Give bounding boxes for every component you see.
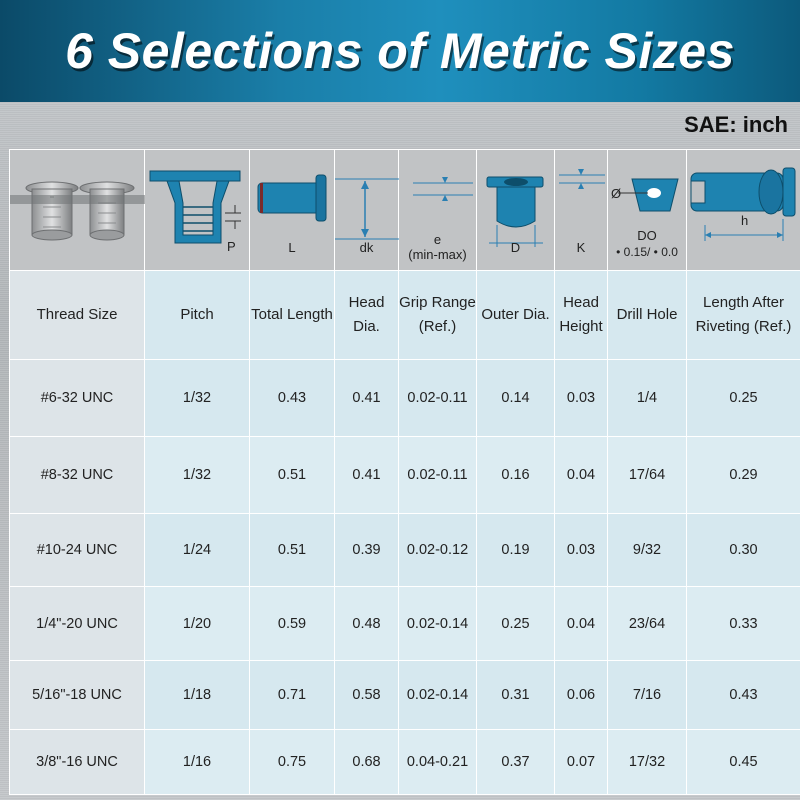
diagram-pitch-cell xyxy=(145,150,250,271)
cell-outer-dia: 0.37 xyxy=(477,729,555,794)
cell-head-height: 0.04 xyxy=(555,436,608,513)
cell-head-dia: 0.58 xyxy=(335,660,399,729)
cell-length-after: 0.25 xyxy=(687,359,800,436)
col-header-outer-dia: Outer Dia. xyxy=(477,271,555,360)
banner-title: 6 Selections of Metric Sizes xyxy=(65,23,735,79)
cell-total-length: 0.51 xyxy=(250,436,335,513)
cell-thread-size: #10-24 UNC xyxy=(10,514,145,587)
col-header-drill-hole: Drill Hole xyxy=(608,271,687,360)
cell-drill-hole: 7/16 xyxy=(608,660,687,729)
cell-thread-size: 1/4"-20 UNC xyxy=(10,587,145,660)
grip-label: e xyxy=(433,232,442,248)
cell-total-length: 0.75 xyxy=(250,729,335,794)
cell-outer-dia: 0.14 xyxy=(477,359,555,436)
cell-head-height: 0.04 xyxy=(555,587,608,660)
cell-drill-hole: 9/32 xyxy=(608,514,687,587)
cell-total-length: 0.71 xyxy=(250,660,335,729)
col-header-grip-range: Grip Range (Ref.) xyxy=(399,271,477,360)
cell-head-dia: 0.39 xyxy=(335,514,399,587)
table-row xyxy=(10,514,800,587)
pitch-label: P xyxy=(227,239,236,255)
cell-head-height: 0.03 xyxy=(555,359,608,436)
cell-head-dia: 0.48 xyxy=(335,587,399,660)
height-label: K xyxy=(576,240,586,256)
diagram-after-cell xyxy=(687,150,800,271)
cell-length-after: 0.29 xyxy=(687,436,800,513)
cell-total-length: 0.59 xyxy=(250,587,335,660)
cell-pitch: 1/18 xyxy=(145,660,250,729)
cell-head-dia: 0.68 xyxy=(335,729,399,794)
cell-outer-dia: 0.31 xyxy=(477,660,555,729)
diagram-grip-cell xyxy=(399,150,477,271)
diagram-head-cell xyxy=(335,150,399,271)
unit-label: SAE: inch xyxy=(684,112,788,137)
table-row xyxy=(10,660,800,729)
cell-drill-hole: 23/64 xyxy=(608,587,687,660)
col-header-head-dia: Head Dia. xyxy=(335,271,399,360)
cell-drill-hole: 1/4 xyxy=(608,359,687,436)
cell-head-height: 0.06 xyxy=(555,660,608,729)
cell-length-after: 0.30 xyxy=(687,514,800,587)
cell-outer-dia: 0.19 xyxy=(477,514,555,587)
table-row xyxy=(10,587,800,660)
drill-tolerance-label: • 0.15/ • 0.0 xyxy=(616,245,678,260)
cell-pitch: 1/20 xyxy=(145,587,250,660)
table-row xyxy=(10,436,800,513)
cell-drill-hole: 17/64 xyxy=(608,436,687,513)
drill-label: DO xyxy=(637,228,657,244)
cell-length-after: 0.43 xyxy=(687,660,800,729)
col-header-total-length: Total Length xyxy=(250,271,335,360)
cell-total-length: 0.51 xyxy=(250,514,335,587)
cell-thread-size: 5/16"-18 UNC xyxy=(10,660,145,729)
rivet-nuts-photo xyxy=(10,151,145,269)
cell-length-after: 0.45 xyxy=(687,729,800,794)
cell-pitch: 1/32 xyxy=(145,359,250,436)
diagram-drill-cell xyxy=(608,150,687,271)
cell-outer-dia: 0.16 xyxy=(477,436,555,513)
cell-head-dia: 0.41 xyxy=(335,436,399,513)
drill-phi-label: Ø xyxy=(611,186,622,202)
col-header-pitch: Pitch xyxy=(145,271,250,360)
cell-grip-range: 0.02-0.14 xyxy=(399,587,477,660)
cell-grip-range: 0.02-0.12 xyxy=(399,514,477,587)
cell-pitch: 1/16 xyxy=(145,729,250,794)
cell-thread-size: #8-32 UNC xyxy=(10,436,145,513)
length-label: L xyxy=(288,240,296,256)
cell-pitch: 1/24 xyxy=(145,514,250,587)
cell-grip-range: 0.02-0.11 xyxy=(399,359,477,436)
table-row xyxy=(10,729,800,794)
cell-grip-range: 0.02-0.11 xyxy=(399,436,477,513)
after-label: h xyxy=(741,213,749,229)
cell-length-after: 0.33 xyxy=(687,587,800,660)
diagram-outer-cell xyxy=(477,150,555,271)
cell-thread-size: 3/8"-16 UNC xyxy=(10,729,145,794)
cell-grip-range: 0.02-0.14 xyxy=(399,660,477,729)
cell-pitch: 1/32 xyxy=(145,436,250,513)
table-row xyxy=(10,359,800,436)
col-header-head-height: Head Height xyxy=(555,271,608,360)
length-after-riveting-diagram xyxy=(687,151,800,269)
cell-outer-dia: 0.25 xyxy=(477,587,555,660)
cell-thread-size: #6-32 UNC xyxy=(10,359,145,436)
spec-table xyxy=(9,149,800,795)
grip-range-label: (min-max) xyxy=(408,247,467,263)
col-header-length-after: Length After Riveting (Ref.) xyxy=(687,271,800,360)
head-label: dk xyxy=(359,240,374,256)
diagram-rivet-nuts-cell xyxy=(10,150,145,271)
cell-grip-range: 0.04-0.21 xyxy=(399,729,477,794)
outer-label: D xyxy=(510,240,521,256)
cell-head-height: 0.03 xyxy=(555,514,608,587)
cell-total-length: 0.43 xyxy=(250,359,335,436)
diagram-height-cell xyxy=(555,150,608,271)
diagram-length-cell xyxy=(250,150,335,271)
diagram-row xyxy=(10,150,800,271)
cell-drill-hole: 17/32 xyxy=(608,729,687,794)
header-row xyxy=(10,271,800,360)
cell-head-height: 0.07 xyxy=(555,729,608,794)
cell-head-dia: 0.41 xyxy=(335,359,399,436)
col-header-thread-size: Thread Size xyxy=(10,271,145,360)
